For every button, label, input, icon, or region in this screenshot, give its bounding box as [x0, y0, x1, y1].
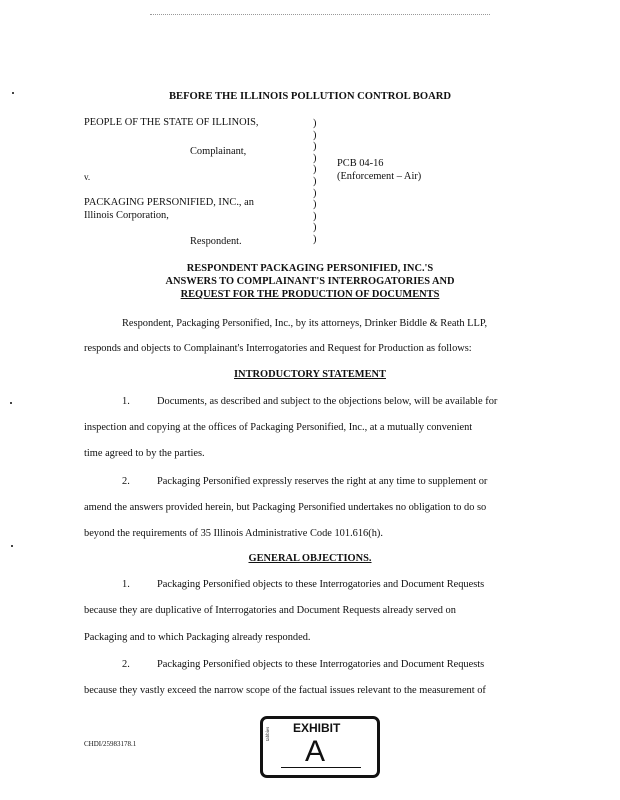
objection-line: Packaging Personified objects to these Interrogatories and Document Requests: [157, 659, 485, 670]
caption-defendant-line2: Illinois Corporation,: [84, 210, 169, 221]
case-number: PCB 04-16: [337, 158, 384, 169]
paren: ): [313, 187, 317, 199]
paragraph-line: Documents, as described and subject to the objections below, will be available for: [157, 396, 498, 407]
exhibit-underline: [281, 767, 361, 768]
caption-parentheses: [313, 118, 316, 246]
document-title-line2: ANSWERS TO COMPLAINANT'S INTERROGATORIES AND: [165, 276, 455, 287]
objection-line: Packaging Personified objects to these Interrogatories and Document Requests: [157, 579, 485, 590]
exhibit-sticker: [260, 716, 380, 778]
objection-line: because they vastly exceed the narrow scope of the factual issues relevant to the measurement of: [84, 685, 486, 696]
scan-header-marks: [150, 14, 490, 15]
paragraph-number: 2.: [122, 476, 130, 487]
paren: ): [313, 118, 317, 129]
document-title-line1: RESPONDENT PACKAGING PERSONIFIED, INC.'S: [186, 263, 434, 274]
scan-speck: [11, 545, 13, 547]
intro-line2: responds and objects to Complainant's Interrogatories and Request for Production as follows:: [84, 343, 472, 354]
paragraph-line: amend the answers provided herein, but Packaging Personified undertakes no obligation to do so: [84, 502, 487, 513]
paren: ): [313, 141, 317, 153]
paragraph-line: beyond the requirements of 35 Illinois Administrative Code 101.616(h).: [84, 528, 383, 539]
caption-defendant-line1: PACKAGING PERSONIFIED, INC., an: [84, 197, 254, 208]
paren: ): [313, 199, 317, 211]
objection-number: 1.: [122, 579, 130, 590]
exhibit-letter: A: [305, 735, 326, 768]
paragraph-line: inspection and copying at the offices of Packaging Personified, Inc., at a mutually convenient: [84, 422, 473, 433]
caption-versus: v.: [84, 172, 91, 182]
paragraph-number: 1.: [122, 396, 130, 407]
paren: ): [313, 129, 317, 141]
caption-respondent-label: Respondent.: [190, 236, 242, 247]
objection-line: Packaging and to which Packaging already responded.: [84, 632, 311, 643]
case-type: (Enforcement – Air): [337, 171, 422, 182]
exhibit-label: EXHIBIT: [293, 721, 341, 735]
general-objections-heading: GENERAL OBJECTIONS.: [248, 553, 372, 564]
exhibit-side-text: tabbies: [266, 726, 271, 741]
paren: ): [313, 175, 317, 187]
footer-doc-id: CHDI/25983178.1: [84, 740, 137, 748]
paragraph-line: time agreed to by the parties.: [84, 448, 205, 459]
document-title-line3: REQUEST FOR THE PRODUCTION OF DOCUMENTS: [180, 289, 440, 300]
intro-line1: Respondent, Packaging Personified, Inc., by its attorneys, Drinker Biddle & Reath LLP,: [122, 318, 488, 329]
caption-complainant-label: Complainant,: [190, 146, 247, 157]
paragraph-line: Packaging Personified expressly reserves the right at any time to supplement or: [157, 476, 488, 487]
scan-speck: [10, 402, 12, 404]
objection-number: 2.: [122, 659, 130, 670]
introductory-heading: INTRODUCTORY STATEMENT: [234, 369, 386, 380]
paren: ): [313, 164, 317, 176]
caption-plaintiff: PEOPLE OF THE STATE OF ILLINOIS,: [84, 117, 259, 128]
paren: ): [313, 233, 317, 245]
paren: ): [313, 210, 317, 222]
objection-line: because they are duplicative of Interrogatories and Document Requests already served on: [84, 605, 456, 616]
paren: ): [313, 152, 317, 164]
board-title: BEFORE THE ILLINOIS POLLUTION CONTROL BOARD: [168, 91, 452, 102]
paren: ): [313, 222, 317, 234]
